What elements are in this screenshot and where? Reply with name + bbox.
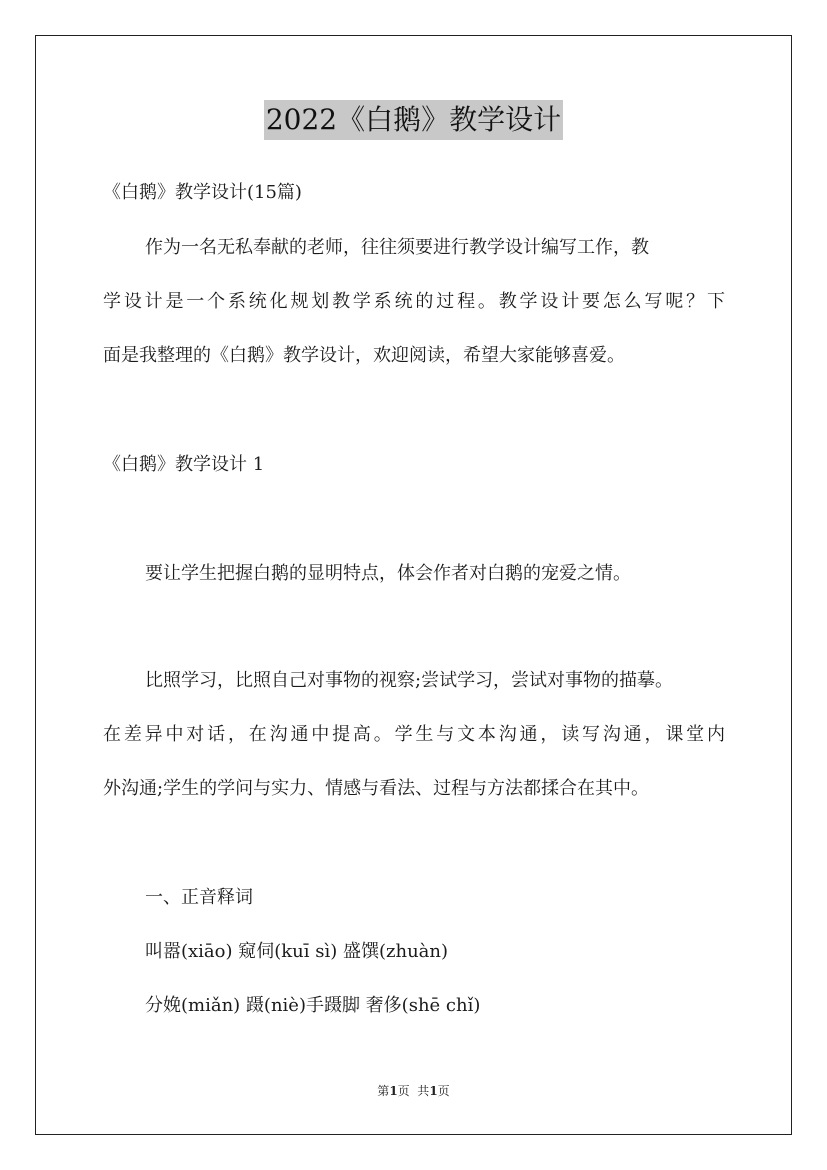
document-title: 2022《白鹅》教学设计 [264,100,563,140]
intro-line-2: 学设计是一个系统化规划教学系统的过程。教学设计要怎么写呢？下 [103,291,725,312]
footer-mid: 页 共 [397,1084,430,1098]
vocab-line-2: 分娩(miǎn) 蹑(niè)手蹑脚 奢侈(shē chǐ) [145,995,481,1016]
document-subtitle: 《白鹅》教学设计(15篇) [103,182,302,203]
footer-total-pages: 1 [429,1084,438,1098]
intro-line-1: 作为一名无私奉献的老师，往往须要进行教学设计编写工作，教 [145,237,649,258]
footer-suffix: 页 [437,1084,450,1098]
footer-prefix: 第 [377,1084,390,1098]
footer-current-page: 1 [389,1084,398,1098]
page-footer [0,1083,827,1099]
method-line-2: 在差异中对话，在沟通中提高。学生与文本沟通，读写沟通，课堂内 [103,724,725,745]
title-container [0,100,827,140]
intro-line-3: 面是我整理的《白鹅》教学设计，欢迎阅读，希望大家能够喜爱。 [103,345,625,366]
vocab-line-1: 叫嚣(xiāo) 窥伺(kuī sì) 盛馔(zhuàn) [145,941,449,962]
method-line-1: 比照学习，比照自己对事物的视察;尝试学习，尝试对事物的描摹。 [145,670,674,691]
method-line-3: 外沟通;学生的学问与实力、情感与看法、过程与方法都揉合在其中。 [103,778,650,799]
step-heading: 一、正音释词 [145,887,253,908]
section-heading: 《白鹅》教学设计 1 [103,454,265,475]
goal-paragraph: 要让学生把握白鹅的显明特点，体会作者对白鹅的宠爱之情。 [145,563,631,584]
